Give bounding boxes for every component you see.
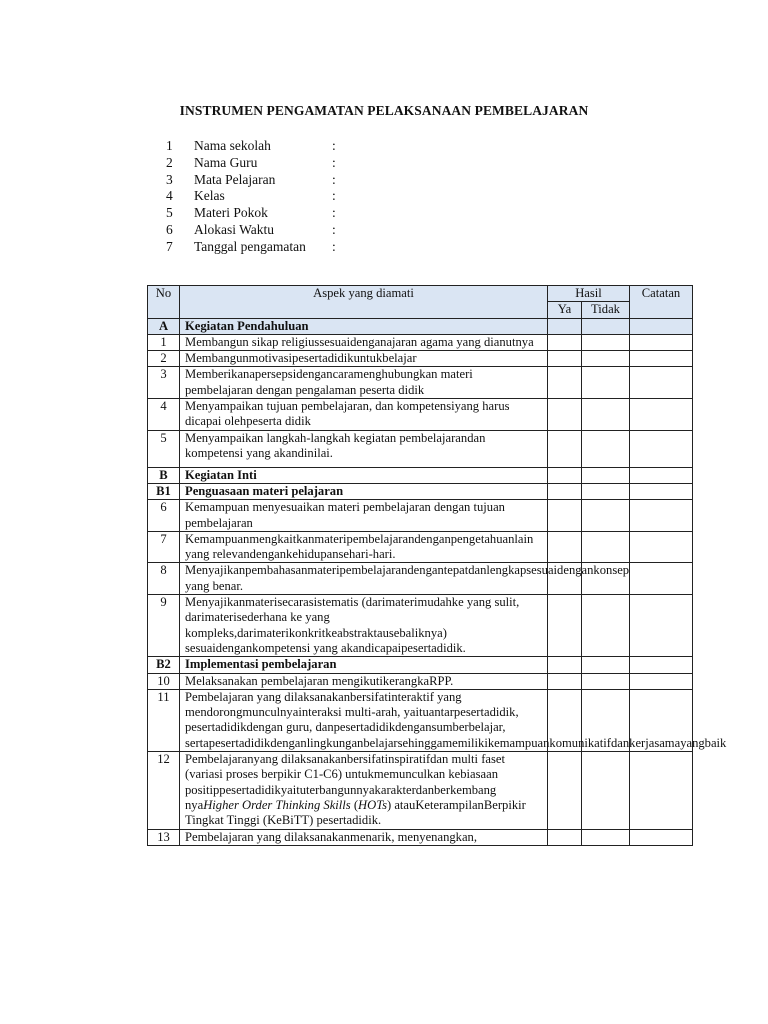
- identity-colon: :: [332, 171, 336, 187]
- row-number: A: [148, 318, 180, 334]
- ya-cell[interactable]: [548, 500, 582, 532]
- observation-table: [147, 285, 727, 846]
- table-row: [148, 367, 693, 399]
- section-row: [148, 467, 693, 483]
- identity-number: 4: [166, 188, 173, 204]
- row-number: 13: [148, 829, 180, 845]
- catatan-cell[interactable]: [630, 318, 693, 334]
- aspect-text: Menyampaikan langkah-langkah kegiatan pembelajarandan kompetensi yang akandinilai.: [180, 430, 548, 467]
- identity-number: 6: [166, 221, 173, 237]
- aspect-text: Kegiatan Pendahuluan: [180, 318, 548, 334]
- header-hasil: Hasil: [548, 286, 630, 302]
- aspect-text: Kemampuanmengkaitkanmateripembelajarandenganpengetahuanlain yang relevandengankehidupansehari-hari.: [180, 531, 548, 563]
- row-number: 5: [148, 430, 180, 467]
- identity-label: Materi Pokok: [194, 205, 268, 221]
- row-number: 9: [148, 595, 180, 657]
- tidak-cell[interactable]: [582, 657, 630, 673]
- table-row: [148, 595, 693, 657]
- catatan-cell[interactable]: [630, 334, 693, 350]
- catatan-cell[interactable]: [630, 467, 693, 483]
- identity-list: [166, 138, 336, 256]
- table-row: [148, 351, 693, 367]
- ya-cell[interactable]: [548, 829, 582, 845]
- tidak-cell[interactable]: [582, 595, 630, 657]
- identity-label: Tanggal pengamatan: [194, 238, 306, 254]
- identity-colon: :: [332, 221, 336, 237]
- identity-row: [166, 205, 336, 222]
- identity-row: [166, 188, 336, 205]
- tidak-cell[interactable]: [582, 531, 630, 563]
- identity-row: [166, 222, 336, 239]
- ya-cell[interactable]: [548, 531, 582, 563]
- catatan-cell[interactable]: [630, 483, 693, 499]
- aspect-text: Membangunmotivasipesertadidikuntukbelajar: [180, 351, 548, 367]
- aspect-text: Memberikanapersepsidengancaramenghubungkan materi pembelajaran dengan pengalaman peserta didik: [180, 367, 548, 399]
- row-number: B: [148, 467, 180, 483]
- identity-row: [166, 172, 336, 189]
- ya-cell[interactable]: [548, 318, 582, 334]
- tidak-cell[interactable]: [582, 467, 630, 483]
- table-row: [148, 563, 693, 595]
- row-number: 2: [148, 351, 180, 367]
- aspect-text: Kegiatan Inti: [180, 467, 548, 483]
- identity-label: Nama sekolah: [194, 138, 271, 153]
- row-number: B2: [148, 657, 180, 673]
- catatan-cell[interactable]: [630, 595, 693, 657]
- table-row: [148, 752, 693, 829]
- ya-cell[interactable]: [548, 399, 582, 431]
- aspect-text: Kemampuan menyesuaikan materi pembelajaran dengan tujuan pembelajaran: [180, 500, 548, 532]
- table-row: [148, 334, 693, 350]
- ya-cell[interactable]: [548, 657, 582, 673]
- aspect-text: Pembelajaranyang dilaksanakanbersifatinspiratifdan multi faset (variasi proses berpikir C1-C6) untukmemunculkan kebiasaan positippesertadidikyaituterbangunnyakarakterdanberkembang nyaHigher Order Thinking Skills (HOTs) atauKeterampilanBerpikir Tingkat Tinggi (KeBiTT) pesertadidik.: [180, 752, 548, 829]
- ya-cell[interactable]: [548, 752, 582, 829]
- row-number: 8: [148, 563, 180, 595]
- section-row: [148, 318, 693, 334]
- identity-colon: :: [332, 238, 336, 254]
- aspect-text: Menyajikanpembahasanmateripembelajarandengantepatdanlengkapsesuaidengankonsep yang benar.: [180, 563, 548, 595]
- catatan-cell[interactable]: [630, 752, 693, 829]
- identity-number: 5: [166, 205, 173, 221]
- header-tidak: Tidak: [582, 302, 630, 318]
- ya-cell[interactable]: [548, 673, 582, 689]
- ya-cell[interactable]: [548, 351, 582, 367]
- catatan-cell[interactable]: [630, 367, 693, 399]
- tidak-cell[interactable]: [582, 351, 630, 367]
- row-number: 4: [148, 399, 180, 431]
- row-number: 10: [148, 673, 180, 689]
- document-title: INSTRUMEN PENGAMATAN PELAKSANAAN PEMBELAJARAN: [179, 103, 589, 118]
- identity-number: 3: [166, 171, 173, 187]
- header-catatan: Catatan: [630, 286, 693, 319]
- identity-row: [166, 138, 336, 155]
- section-row: [148, 483, 693, 499]
- aspect-text: Menyampaikan tujuan pembelajaran, dan kompetensiyang harus dicapai olehpeserta didik: [180, 399, 548, 431]
- tidak-cell[interactable]: [582, 752, 630, 829]
- identity-colon: :: [332, 188, 336, 204]
- row-number: 3: [148, 367, 180, 399]
- identity-colon: :: [332, 138, 336, 153]
- ya-cell[interactable]: [548, 483, 582, 499]
- identity-number: 7: [166, 238, 173, 254]
- tidak-cell[interactable]: [582, 367, 630, 399]
- table-row: [148, 531, 693, 563]
- identity-colon: :: [332, 205, 336, 221]
- ya-cell[interactable]: [548, 595, 582, 657]
- table-body: [148, 318, 727, 845]
- aspect-text: Menyajikanmaterisecarasistematis (darimaterimudahke yang sulit, darimaterisederhana ke yang kompleks,darimaterikonkritkeabstraktausebaliknya) sesuaidengankompetensi yang akandicapaipesertadidik.: [180, 595, 548, 657]
- catatan-cell[interactable]: [630, 829, 693, 845]
- identity-number: 1: [166, 138, 173, 153]
- row-number: 7: [148, 531, 180, 563]
- aspect-text: Implementasi pembelajaran: [180, 657, 548, 673]
- identity-label: Kelas: [194, 188, 225, 204]
- aspect-text: Pembelajaran yang dilaksanakanmenarik, menyenangkan,: [180, 829, 548, 845]
- tidak-cell[interactable]: [582, 399, 630, 431]
- header-ya: Ya: [548, 302, 582, 318]
- catatan-cell[interactable]: [630, 657, 693, 673]
- identity-label: Nama Guru: [194, 154, 258, 170]
- catatan-cell[interactable]: [630, 531, 693, 563]
- tidak-cell[interactable]: [582, 500, 630, 532]
- identity-row: [166, 155, 336, 172]
- table-row: [148, 500, 693, 532]
- row-number: B1: [148, 483, 180, 499]
- aspect-text: Melaksanakan pembelajaran mengikutikerangkaRPP.: [180, 673, 548, 689]
- ya-cell[interactable]: [548, 367, 582, 399]
- catatan-cell[interactable]: [630, 430, 693, 467]
- tidak-cell[interactable]: [582, 334, 630, 350]
- catatan-cell[interactable]: [630, 563, 693, 595]
- row-number: 11: [148, 689, 180, 751]
- identity-colon: :: [332, 154, 336, 170]
- section-row: [148, 657, 693, 673]
- identity-label: Mata Pelajaran: [194, 171, 276, 187]
- catatan-cell[interactable]: [630, 399, 693, 431]
- table-row: [148, 673, 693, 689]
- row-number: 6: [148, 500, 180, 532]
- ya-cell[interactable]: [548, 334, 582, 350]
- catatan-cell[interactable]: [630, 500, 693, 532]
- header-no: No: [148, 286, 180, 319]
- aspect-text: Pembelajaran yang dilaksanakanbersifatinteraktif yang mendorongmunculnyainteraksi multi-arah, yaituantarpesertadidik, pesertadidikdengan guru, danpesertadidikdengansumberbelajar, sertapesertadidikdenganlingkunganbelajarsehinggamemilikikemampuankomunikatifdankerjasamayangbaik: [180, 689, 548, 751]
- tidak-cell[interactable]: [582, 673, 630, 689]
- table-row: [148, 829, 693, 845]
- identity-number: 2: [166, 154, 173, 170]
- identity-label: Alokasi Waktu: [194, 221, 275, 237]
- aspect-text: Penguasaan materi pelajaran: [180, 483, 548, 499]
- tidak-cell[interactable]: [582, 430, 630, 467]
- catatan-cell[interactable]: [630, 673, 693, 689]
- catatan-cell[interactable]: [630, 351, 693, 367]
- aspect-text: Membangun sikap religiussesuaidenganajaran agama yang dianutnya: [180, 334, 548, 350]
- header-aspek: Aspek yang diamati: [180, 286, 548, 319]
- ya-cell[interactable]: [548, 430, 582, 467]
- ya-cell[interactable]: [548, 467, 582, 483]
- tidak-cell[interactable]: [582, 829, 630, 845]
- row-number: 12: [148, 752, 180, 829]
- tidak-cell[interactable]: [582, 318, 630, 334]
- table-row: [148, 689, 693, 751]
- table-row: [148, 399, 693, 431]
- identity-row: [166, 239, 336, 256]
- tidak-cell[interactable]: [582, 483, 630, 499]
- table-row: [148, 430, 693, 467]
- row-number: 1: [148, 334, 180, 350]
